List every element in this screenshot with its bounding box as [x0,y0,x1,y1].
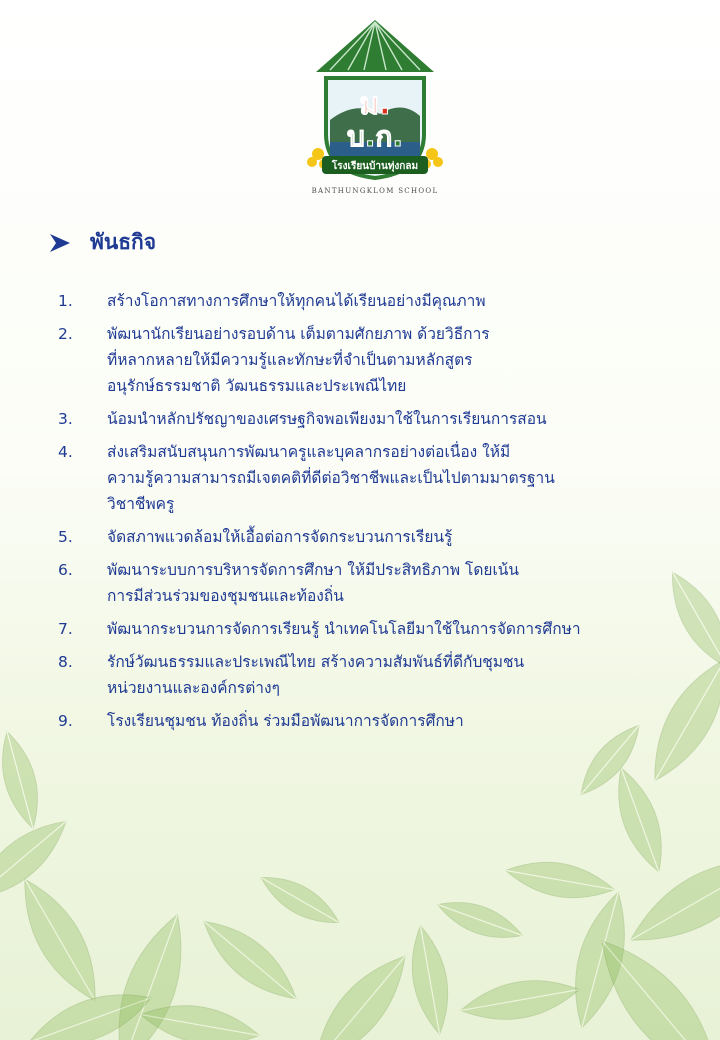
mission-item [0,524,720,550]
logo-letters-top: ม. [359,87,391,122]
mission-item [0,321,720,399]
mission-text-line: ความรู้ความสามารถมีเจตคติที่ดีต่อวิชาชีพและเป็นไปตามมาตรฐาน [107,469,555,487]
mission-item [0,557,720,609]
mission-text-line: หน่วยงานและองค์กรต่างๆ [107,679,280,697]
mission-text-line: น้อมนำหลักปรัชญาของเศรษฐกิจพอเพียงมาใช้ในการเรียนการสอน [107,410,547,428]
mission-number: 4. [58,443,73,461]
mission-item [0,406,720,432]
mission-text-line: อนุรักษ์ธรรมชาติ วัฒนธรรมและประเพณีไทย [107,377,407,395]
mission-text-line: ที่หลากหลายให้มีความรู้และทักษะที่จำเป็นตามหลักสูตร [107,351,473,369]
mission-number: 1. [58,292,73,310]
mission-list [0,288,720,741]
section-heading [48,226,156,259]
mission-number: 8. [58,653,73,671]
mission-text-line: รักษ์วัฒนธรรมและประเพณีไทย สร้างความสัมพันธ์ที่ดีกับชุมชน [107,653,525,671]
mission-text-line: พัฒนานักเรียนอย่างรอบด้าน เต็มตามศักยภาพ ด้วยวิธีการ [107,325,490,343]
mission-number: 2. [58,325,73,343]
mission-text-line: วิชาชีพครู [107,495,175,513]
mission-item [0,288,720,314]
mission-item [0,708,720,734]
mission-item [0,439,720,517]
mission-text-line: จัดสภาพแวดล้อมให้เอื้อต่อการจัดกระบวนการเรียนรู้ [107,528,453,546]
mission-text-line: พัฒนาระบบการบริหารจัดการศึกษา ให้มีประสิทธิภาพ โดยเน้น [107,561,519,579]
logo-ribbon-text: โรงเรียนบ้านทุ่งกลม [331,161,419,172]
mission-number: 9. [58,712,73,730]
mission-text-line: ส่งเสริมสนับสนุนการพัฒนาครูและบุคลากรอย่างต่อเนื่อง ให้มี [107,443,511,461]
mission-text-line: พัฒนากระบวนการจัดการเรียนรู้ นำเทคโนโลยีมาใช้ในการจัดการศึกษา [107,620,581,638]
school-logo [300,14,450,204]
mission-number: 6. [58,561,73,579]
mission-text-line: โรงเรียนชุมชน ท้องถิ่น ร่วมมือพัฒนาการจัดการศึกษา [107,712,464,730]
mission-text-line: สร้างโอกาสทางการศึกษาให้ทุกคนได้เรียนอย่างมีคุณภาพ [107,292,486,310]
section-title: พันธกิจ [90,230,157,254]
logo-letters-bottom: บ.ก. [347,120,403,153]
mission-item [0,616,720,642]
mission-number: 5. [58,528,73,546]
mission-item [0,649,720,701]
mission-number: 3. [58,410,73,428]
mission-text-line: การมีส่วนร่วมของชุมชนและท้องถิ่น [107,587,344,605]
school-caption: BANTHUNGKLOM SCHOOL [311,187,439,195]
arrow-bullet-icon [48,231,72,255]
mission-number: 7. [58,620,73,638]
